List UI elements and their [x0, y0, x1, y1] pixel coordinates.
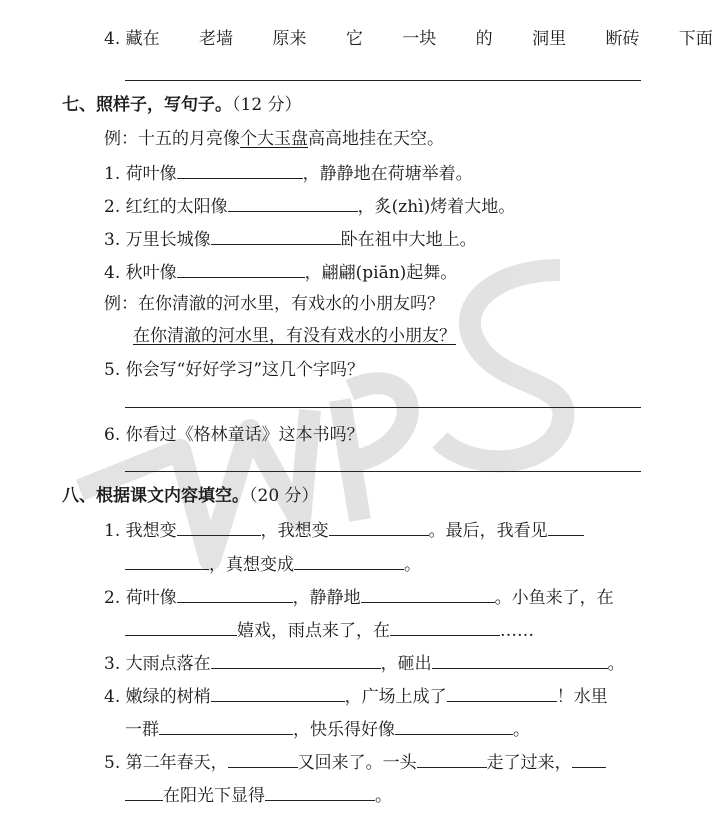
fill-blank[interactable]	[177, 160, 303, 179]
fill-blank[interactable]	[159, 716, 293, 735]
item-text: 。最后，我看见	[428, 521, 548, 541]
item-text: 3. 大雨点落在	[104, 654, 211, 674]
fill-blank[interactable]	[548, 517, 584, 536]
section-title: 七、照样子，写句子。	[62, 95, 232, 115]
item-text: ！水里	[556, 687, 608, 707]
item-text: 卧在祖中大地上。	[340, 230, 477, 250]
fill-blank[interactable]	[447, 683, 557, 702]
section-title: 八、根据课文内容填空。	[62, 486, 249, 506]
item-text: 3. 万里长城像	[104, 230, 211, 250]
example-text: 例：十五的月亮像	[104, 129, 240, 149]
s7-question-6: 6. 你看过《格林童话》这本书吗？	[104, 425, 364, 445]
word-chip: 下面	[678, 29, 713, 49]
fill-blank[interactable]	[177, 517, 261, 536]
s7-item-1	[104, 160, 473, 186]
word-chip: 断砖	[605, 29, 640, 49]
item-text: ，静静地	[292, 588, 361, 608]
item-text: ，真想变成	[209, 555, 294, 575]
s8-item-2-line1	[104, 584, 614, 610]
item-text: 走了过来，	[486, 753, 572, 773]
fill-blank[interactable]	[265, 782, 375, 801]
example-text: 高高地挂在天空。	[308, 129, 444, 149]
item-text: 2. 荷叶像	[104, 588, 177, 608]
item-text: 嬉戏，雨点来了，在	[237, 621, 390, 641]
item-text: ，静静地在荷塘举着。	[302, 164, 473, 184]
item-text: ，砸出	[380, 654, 432, 674]
s8-item-1-line1	[104, 517, 584, 543]
fill-blank[interactable]	[390, 617, 500, 636]
example-sentence-2: 例：在你清澈的河水里，有戏水的小朋友吗？	[104, 294, 444, 314]
s7-item-4	[104, 259, 457, 285]
fill-blank[interactable]	[294, 551, 404, 570]
section-score: （20 分）	[249, 486, 319, 506]
item-text: 4. 嫩绿的树梢	[104, 687, 211, 707]
item-text: 。	[375, 786, 392, 806]
item-text: 5. 第二年春天，	[104, 753, 228, 773]
item-text: 。	[513, 720, 530, 740]
example-sentence-1	[104, 127, 444, 151]
s8-item-3	[104, 650, 625, 676]
s7-item-2	[104, 193, 515, 219]
reorder-question-4	[104, 27, 713, 51]
item-text: 一群	[125, 720, 159, 740]
answer-line[interactable]	[125, 471, 641, 472]
fill-blank[interactable]	[228, 749, 298, 768]
item-text: 。	[607, 654, 625, 674]
question-number: 4.	[104, 29, 121, 49]
fill-blank[interactable]	[329, 517, 429, 536]
item-text: ，广场上成了	[344, 687, 447, 707]
item-text: 。小鱼来了，在	[494, 588, 614, 608]
fill-blank[interactable]	[361, 584, 495, 603]
s8-item-5-line2	[125, 782, 392, 808]
section-score: （12 分）	[232, 95, 302, 115]
s8-item-4-line2	[125, 716, 530, 742]
fill-blank[interactable]	[211, 226, 341, 245]
s8-item-2-line2	[125, 617, 534, 643]
fill-blank[interactable]	[177, 584, 293, 603]
fill-blank[interactable]	[125, 617, 237, 636]
fill-blank[interactable]	[125, 782, 163, 801]
word-chip: 洞里	[532, 29, 567, 49]
underlined-phrase: 个大玉盘	[240, 129, 308, 149]
fill-blank[interactable]	[125, 551, 209, 570]
word-chip: 藏在	[125, 29, 160, 49]
item-text: 4. 秋叶像	[104, 263, 177, 283]
answer-line[interactable]	[125, 80, 641, 81]
item-text: ……	[500, 621, 534, 641]
item-text: 。	[404, 555, 421, 575]
fill-blank[interactable]	[417, 749, 487, 768]
s8-item-1-line2	[125, 551, 421, 577]
word-chip: 老墙	[199, 29, 234, 49]
fill-blank[interactable]	[432, 650, 608, 669]
answer-line[interactable]	[125, 407, 641, 408]
section-8-heading	[62, 484, 319, 508]
section-7-heading	[62, 93, 302, 117]
word-chip: 一块	[402, 29, 437, 49]
word-chip: 的	[475, 29, 493, 49]
fill-blank[interactable]	[211, 683, 345, 702]
fill-blank[interactable]	[395, 716, 513, 735]
fill-blank[interactable]	[228, 193, 358, 212]
example-sentence-2-rewrite: 在你清澈的河水里，有没有戏水的小朋友？	[133, 326, 456, 346]
item-text: ，翩翩(piān)起舞。	[304, 263, 458, 283]
s8-item-5-line1	[104, 749, 606, 775]
item-text: 在阳光下显得	[163, 786, 265, 806]
item-text: 1. 我想变	[104, 521, 177, 541]
fill-blank[interactable]	[572, 749, 606, 768]
s8-item-4-line1	[104, 683, 608, 709]
fill-blank[interactable]	[177, 259, 305, 278]
word-chip: 原来	[272, 29, 307, 49]
item-text: ，我想变	[260, 521, 329, 541]
item-text: 又回来了。一头	[297, 753, 417, 773]
s7-question-5: 5. 你会写“好好学习”这几个字吗？	[104, 360, 365, 380]
item-text: 2. 红红的太阳像	[104, 197, 228, 217]
item-text: ，炙(zhì)烤着大地。	[357, 197, 516, 217]
fill-blank[interactable]	[211, 650, 381, 669]
word-chip: 它	[345, 29, 363, 49]
s7-item-3	[104, 226, 477, 252]
item-text: 1. 荷叶像	[104, 164, 177, 184]
item-text: ，快乐得好像	[293, 720, 395, 740]
